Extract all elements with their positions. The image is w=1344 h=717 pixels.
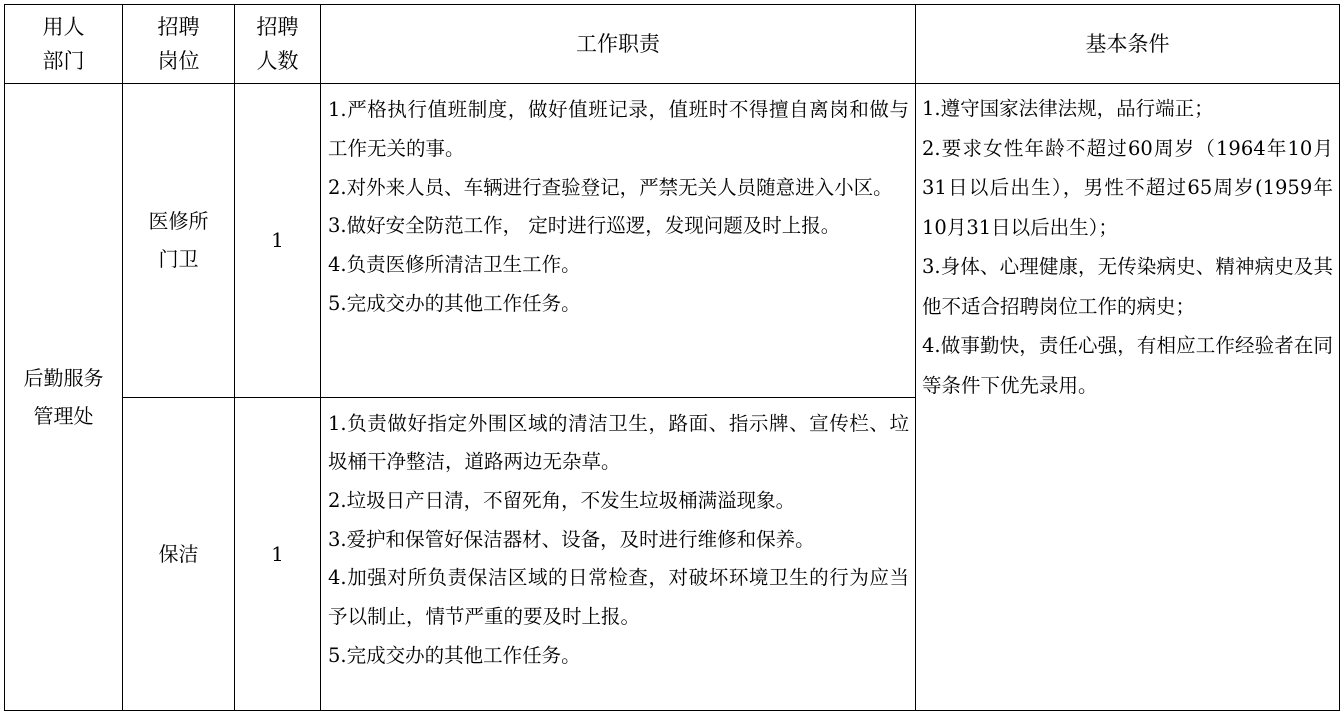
header-post [123,5,235,84]
duty-item: 1.负责做好指定外围区域的清洁卫生，路面、指示牌、宣传栏、垃圾桶干净整洁，道路两边无杂草。 [328,411,909,474]
post-line1: 保洁 [158,541,199,566]
duty-item: 4.负责医修所清洁卫生工作。 [328,253,581,277]
header-conditions: 基本条件 [916,5,1340,84]
condition-item: 3.身体、心理健康，无传染病史、精神病史及其他不适合招聘岗位工作的病史； [922,255,1333,318]
header-count-line2: 人数 [256,49,299,74]
duties-cell [321,84,916,397]
conditions-cell [916,84,1340,711]
duty-item: 5.完成交办的其他工作任务。 [328,291,581,315]
header-post-line2: 岗位 [157,49,200,74]
header-dept [5,5,123,84]
duty-item: 2.垃圾日产日清，不留死角，不发生垃圾桶满溢现象。 [328,489,796,513]
post-line2: 门卫 [158,247,199,272]
condition-item: 1.遵守国家法律法规，品行端正； [922,97,1214,121]
department-cell [5,84,123,711]
header-dept-line1: 用人 [42,15,85,40]
duty-item: 5.完成交办的其他工作任务。 [328,643,581,667]
post-line1: 医修所 [148,209,209,234]
department-line2: 管理处 [33,404,94,429]
header-duties: 工作职责 [321,5,916,84]
header-count-line1: 招聘 [256,15,299,40]
post-cell [123,84,235,397]
duty-item: 2.对外来人员、车辆进行查验登记，严禁无关人员随意进入小区。 [328,175,893,199]
recruitment-table [4,4,1340,711]
department-line1: 后勤服务 [23,366,104,391]
count-cell: 1 [235,397,321,710]
duty-item: 1.严格执行值班制度，做好值班记录，值班时不得擅自离岗和做与工作无关的事。 [328,98,909,161]
header-post-line1: 招聘 [157,15,200,40]
duty-item: 3.做好安全防范工作， 定时进行巡逻，发现问题及时上报。 [328,214,841,238]
duty-item: 3.爱护和保管好保洁器材、设备，及时进行维修和保养。 [328,527,815,551]
duty-item: 4.加强对所负责保洁区域的日常检查，对破坏环境卫生的行为应当予以制止，情节严重的要及时上报。 [328,566,909,629]
count-cell: 1 [235,84,321,397]
post-cell [123,397,235,710]
duties-cell [321,397,916,710]
header-dept-line2: 部门 [42,49,85,74]
table-row [5,84,1340,397]
condition-item: 2.要求女性年龄不超过60周岁（1964年10月31日以后出生），男性不超过65周岁(1959年10月31日以后出生）； [922,136,1333,239]
header-count [235,5,321,84]
header-row [5,5,1340,84]
condition-item: 4.做事勤快，责任心强，有相应工作经验者在同等条件下优先录用。 [922,334,1333,397]
